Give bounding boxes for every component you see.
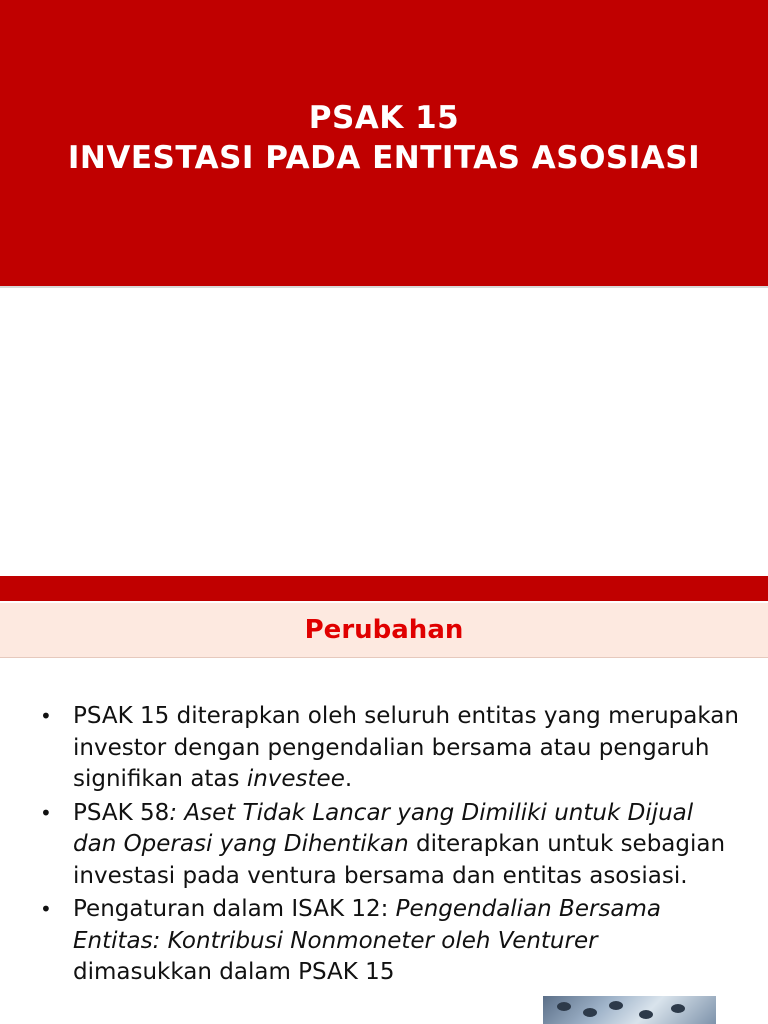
key-shape — [583, 1008, 597, 1017]
bullet-item — [40, 701, 740, 796]
title-band — [0, 0, 768, 288]
bullet-text-italic: Pengendalian Bersama Entitas: Kontribusi Nonmoneter oleh Venturer — [73, 896, 662, 954]
bullet-text: diterapkan untuk sebagian investasi pada ventura bersama dan entitas asosiasi. — [73, 831, 726, 889]
title-line-2: INVESTASI PADA ENTITAS ASOSIASI — [67, 140, 701, 176]
key-shape — [639, 1010, 653, 1019]
bullet-list — [40, 701, 740, 991]
bullet-text: PSAK 15 diterapkan oleh seluruh entitas yang merupakan investor dengan pengendalian bersama atau pengaruh signifikan atas — [73, 703, 739, 792]
bullet-text: Pengaturan dalam ISAK 12: — [73, 896, 396, 922]
title-line-1: PSAK 15 — [308, 100, 460, 136]
content-slide — [0, 576, 768, 1024]
section-heading: Perubahan — [0, 603, 768, 658]
key-shape — [557, 1002, 571, 1011]
bullet-icon: • — [40, 800, 52, 825]
bullet-item — [40, 894, 740, 989]
bullet-icon: • — [40, 897, 52, 921]
top-red-bar — [0, 576, 768, 601]
bullet-text-italic: investee — [246, 766, 345, 792]
key-shape — [609, 1001, 623, 1010]
bullet-text: dimasukkan dalam PSAK 15 — [73, 959, 395, 985]
key-shape — [671, 1004, 685, 1013]
bullet-text-italic: : Aset Tidak Lancar yang Dimiliki untuk Dijual dan Operasi yang Dihentikan — [73, 799, 694, 857]
slide-title — [0, 98, 768, 178]
bullet-item — [40, 798, 740, 893]
bullet-text: . — [344, 766, 353, 792]
calculator-photo — [543, 996, 716, 1024]
bullet-text: PSAK 58 — [73, 799, 170, 826]
bullet-icon: • — [40, 704, 52, 728]
